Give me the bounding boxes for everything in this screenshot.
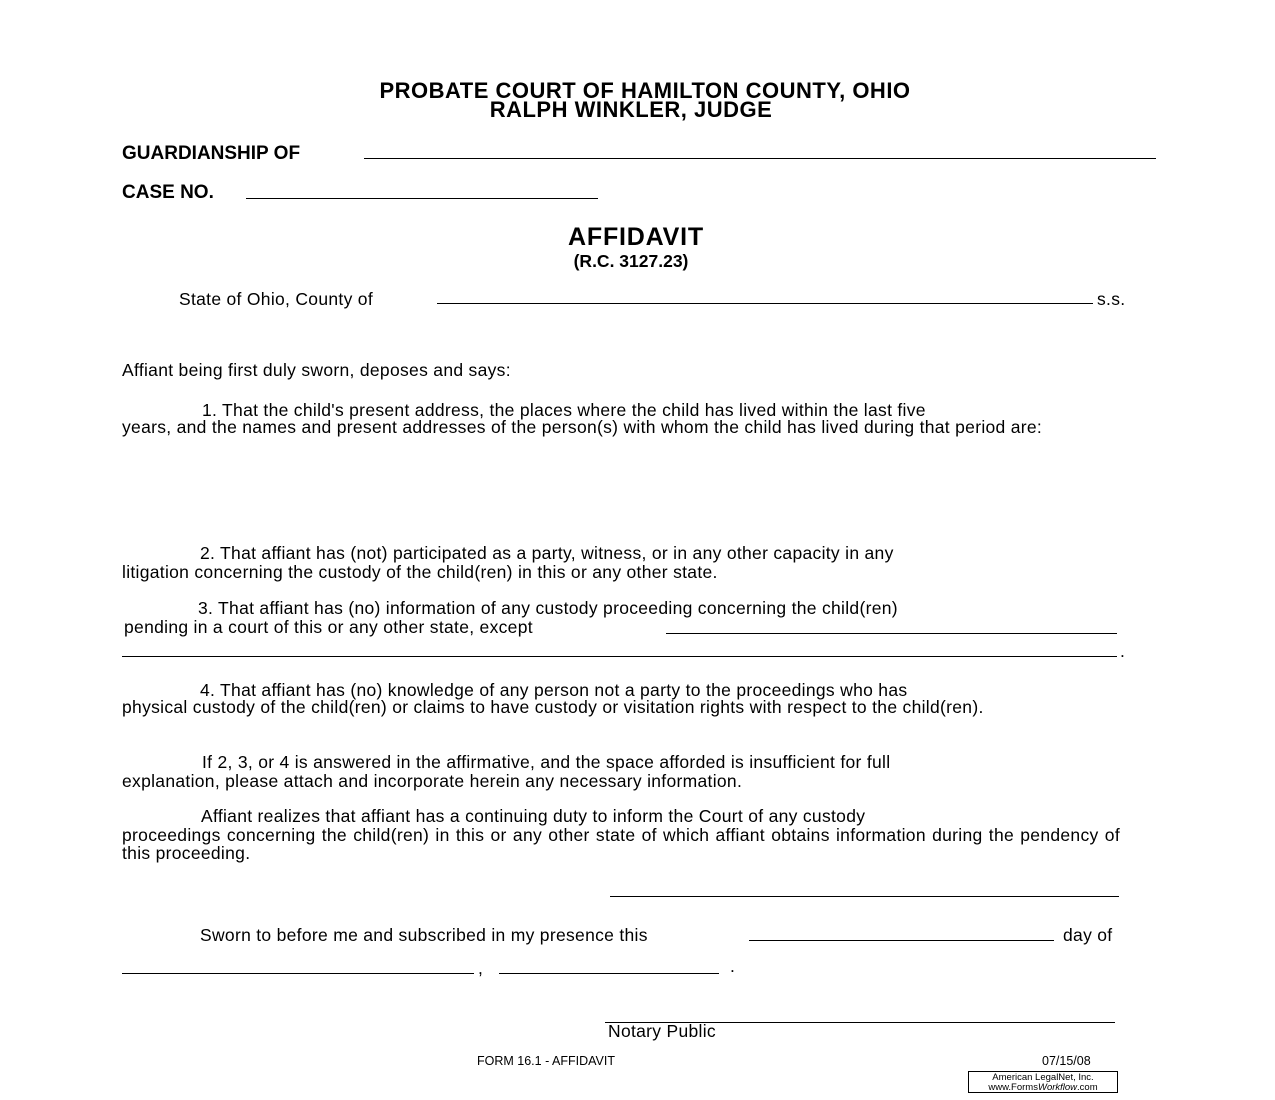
venue-prefix: State of Ohio, County of: [179, 289, 373, 309]
publisher-name: American LegalNet, Inc.: [992, 1072, 1094, 1083]
publisher-badge: [968, 1071, 1118, 1093]
judge-name: RALPH WINKLER, JUDGE: [489, 97, 773, 122]
paragraph-6-rest: proceedings concerning the child(ren) in this or any other state of which affiant obtains information during the pendency of this proceeding.: [122, 825, 1120, 863]
paragraph-3-first-line: 3. That affiant has (no) information of any custody proceeding concerning the child(ren): [198, 598, 898, 618]
county-field[interactable]: [437, 303, 1093, 304]
intro-statement: Affiant being first duly sworn, deposes and says:: [122, 360, 511, 380]
sworn-year-field[interactable]: [499, 973, 719, 974]
notary-public-label: Notary Public: [608, 1021, 716, 1041]
case-no-field[interactable]: [246, 198, 598, 199]
paragraph-3-end: .: [1120, 641, 1126, 661]
paragraph-3-second-line: pending in a court of this or any other state, except: [124, 617, 533, 637]
paragraph-2-rest: litigation concerning the custody of the child(ren) in this or any other state.: [122, 562, 718, 582]
sworn-statement: Sworn to before me and subscribed in my presence this: [200, 925, 648, 945]
except-field-continued[interactable]: [122, 656, 1117, 657]
paragraph-1-rest: years, and the names and present addresses of the person(s) with whom the child has lived during that period are:: [122, 417, 1043, 437]
day-of-label: day of: [1063, 925, 1113, 945]
paragraph-2-first-line: 2. That affiant has (not) participated as a party, witness, or in any other capacity in any: [200, 543, 894, 563]
date-comma: ,: [478, 958, 484, 978]
except-field[interactable]: [666, 633, 1117, 634]
sworn-day-field[interactable]: [749, 940, 1054, 941]
venue-suffix: s.s.: [1097, 289, 1126, 309]
form-date: 07/15/08: [1042, 1054, 1091, 1068]
court-name: PROBATE COURT OF HAMILTON COUNTY, OHIO: [379, 78, 911, 103]
paragraph-4-first-line: 4. That affiant has (no) knowledge of any person not a party to the proceedings who has: [200, 680, 908, 700]
sworn-month-field[interactable]: [122, 973, 474, 974]
case-no-label: CASE NO.: [122, 182, 214, 203]
paragraph-5-first-line: If 2, 3, or 4 is answered in the affirmative, and the space afforded is insufficient for full: [202, 752, 891, 772]
guardianship-field[interactable]: [364, 158, 1156, 159]
form-number: FORM 16.1 - AFFIDAVIT: [477, 1054, 615, 1068]
paragraph-4-rest: physical custody of the child(ren) or claims to have custody or visitation rights with respect to the child(ren).: [122, 697, 984, 717]
paragraph-5-rest: explanation, please attach and incorporate herein any necessary information.: [122, 771, 743, 791]
statute-reference: (R.C. 3127.23): [573, 251, 689, 271]
guardianship-label: GUARDIANSHIP OF: [122, 143, 301, 164]
date-period: .: [730, 956, 736, 976]
document-title: AFFIDAVIT: [568, 223, 704, 251]
paragraph-6-first-line: Affiant realizes that affiant has a continuing duty to inform the Court of any custody: [201, 806, 866, 826]
publisher-url: www.FormsWorkflow.com: [988, 1082, 1098, 1093]
affiant-signature-line[interactable]: [610, 896, 1119, 897]
paragraph-1-first-line: 1. That the child's present address, the places where the child has lived within the last five: [202, 400, 926, 420]
